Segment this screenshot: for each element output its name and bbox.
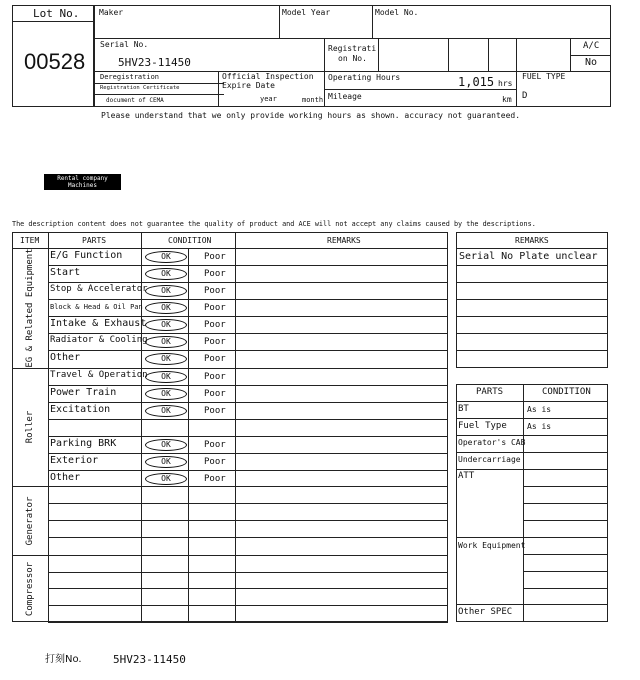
poor-option[interactable]: Poor [204, 252, 226, 262]
right-parts-header: PARTS [476, 387, 504, 397]
att-label: ATT [458, 471, 475, 481]
ok-circled[interactable]: OK [145, 319, 187, 331]
part-label: Other [50, 472, 81, 483]
part-label: E/G Function [50, 250, 123, 261]
badge-line-2: Machines [68, 182, 97, 189]
right-remarks-first: Serial No Plate unclear [459, 251, 598, 262]
serial-no-label: Serial No. [100, 40, 149, 49]
poor-option[interactable]: Poor [204, 286, 226, 296]
deregistration-label: Deregistration [100, 73, 160, 81]
poor-option[interactable]: Poor [204, 457, 226, 467]
poor-option[interactable]: Poor [204, 440, 226, 450]
hours-note: Please understand that we only provide working hours as shown. accuracy not guaranteed. [101, 111, 521, 120]
header-condition: CONDITION [168, 236, 212, 245]
section-compressor: Compressor [25, 561, 35, 617]
part-label: Block & Head & Oil Pan [50, 303, 143, 311]
operating-hours-label: Operating Hours [328, 73, 401, 82]
ok-circled[interactable]: OK [145, 268, 187, 280]
ok-circled[interactable]: OK [145, 405, 187, 417]
poor-option[interactable]: Poor [204, 354, 226, 364]
part-label: Exterior [50, 455, 99, 466]
ac-value: No [585, 57, 598, 68]
poor-option[interactable]: Poor [204, 303, 226, 313]
registration-label-2: on No. [338, 54, 367, 63]
document-of-cema-label: document of CEMA [106, 97, 164, 104]
bt-condition: As is [527, 405, 552, 414]
section-eg: EG & Related Equipment [25, 248, 35, 368]
lot-no-value: 00528 [24, 49, 86, 74]
badge-line-1: Rental company [57, 175, 108, 182]
ok-circled[interactable]: OK [145, 388, 187, 400]
footer-label: 打刻No. [45, 654, 82, 665]
ok-circled[interactable]: OK [145, 353, 187, 365]
undercarriage-label: Undercarriage [458, 455, 521, 464]
fuel-type-part-label: Fuel Type [458, 421, 507, 431]
part-label: Radiator & Cooling [50, 335, 148, 345]
ok-circled[interactable]: OK [145, 302, 187, 314]
work-equipment-label: Work Equipment [458, 541, 526, 550]
header-remarks: REMARKS [327, 236, 361, 245]
fuel-type-value: D [522, 91, 528, 101]
fuel-type-label: FUEL TYPE [522, 72, 566, 81]
model-year-label: Model Year [282, 8, 331, 17]
part-label: Excitation [50, 404, 111, 415]
poor-option[interactable]: Poor [204, 337, 226, 347]
official-inspection-label-1: Official Inspection [222, 72, 314, 81]
footer-value: 5HV23-11450 [113, 653, 186, 666]
disclaimer: The description content does not guarantee the quality of product and ACE will not accept any claims caused by the descriptions. [12, 220, 536, 228]
hrs-label: hrs [498, 79, 513, 88]
ok-circled[interactable]: OK [145, 251, 187, 263]
part-label: Travel & Operation [50, 370, 148, 380]
fuel-type-part-condition: As is [527, 422, 552, 431]
month-label: month [302, 96, 324, 104]
ok-circled[interactable]: OK [145, 439, 187, 451]
operating-hours-value: 1,015 [458, 75, 495, 89]
right-remarks-header: REMARKS [515, 236, 549, 245]
ok-circled[interactable]: OK [145, 285, 187, 297]
serial-no-value: 5HV23-11450 [118, 56, 191, 69]
lot-no-label: Lot No. [33, 7, 80, 20]
section-generator: Generator [25, 496, 35, 546]
bt-label: BT [458, 404, 469, 414]
year-label: year [260, 95, 277, 103]
section-roller: Roller [25, 410, 35, 444]
part-label: Parking BRK [50, 438, 117, 449]
right-condition-header: CONDITION [542, 387, 591, 397]
ac-label: A/C [583, 41, 600, 51]
part-label: Other [50, 352, 81, 363]
model-no-label: Model No. [375, 8, 419, 17]
ok-circled[interactable]: OK [145, 336, 187, 348]
ok-circled[interactable]: OK [145, 371, 187, 383]
rental-company-badge [44, 174, 121, 190]
registration-label-1: Registrati [328, 44, 377, 53]
header-parts: PARTS [82, 236, 107, 245]
header-item: ITEM [20, 236, 40, 245]
registration-certificate-label: Registration Certificate [100, 85, 180, 91]
poor-option[interactable]: Poor [204, 406, 226, 416]
poor-option[interactable]: Poor [204, 389, 226, 399]
km-label: km [502, 95, 512, 104]
poor-option[interactable]: Poor [204, 320, 226, 330]
maker-label: Maker [99, 8, 124, 17]
ok-circled[interactable]: OK [145, 456, 187, 468]
part-label: Intake & Exhaust [50, 318, 147, 329]
official-inspection-label-2: Expire Date [222, 81, 275, 90]
poor-option[interactable]: Poor [204, 372, 226, 382]
ok-circled[interactable]: OK [145, 473, 187, 485]
poor-option[interactable]: Poor [204, 474, 226, 484]
poor-option[interactable]: Poor [204, 269, 226, 279]
mileage-label: Mileage [328, 92, 362, 101]
operators-cab-label: Operator's CAB [458, 438, 526, 447]
part-label: Start [50, 267, 81, 278]
part-label: Power Train [50, 387, 117, 398]
other-spec-label: Other SPEC [458, 607, 513, 617]
part-label: Stop & Accelerator [50, 284, 148, 294]
